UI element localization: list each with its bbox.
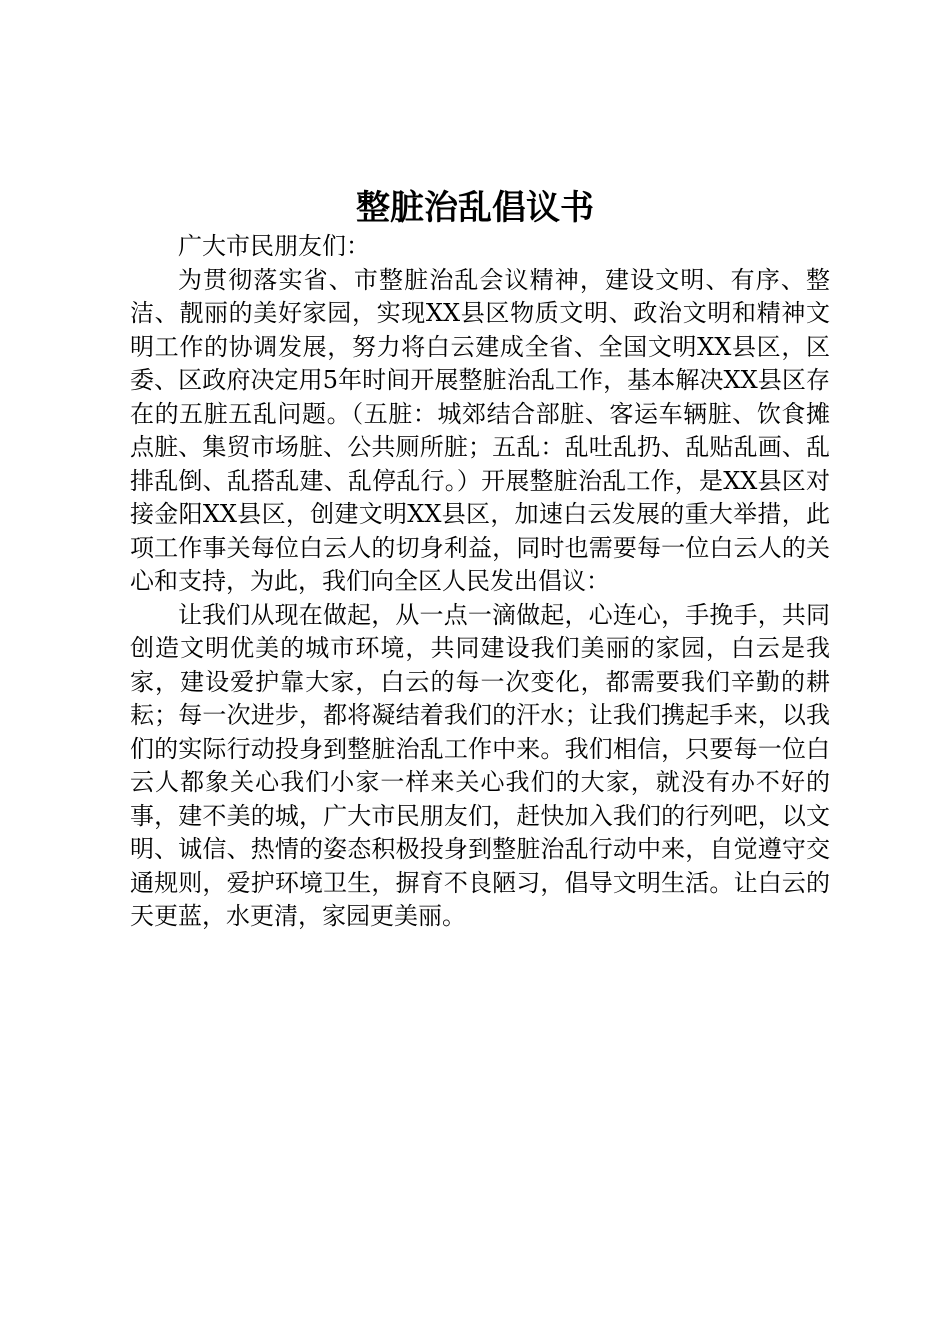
salutation: 广大市民朋友们： <box>178 232 370 260</box>
document-title: 整脏治乱倡议书 <box>356 188 594 228</box>
paragraph-1: 为贯彻落实省、市整脏治乱会议精神，建设文明、有序、整洁、靓丽的美好家园，实现XX县区物质文明、政治文明和精神文明工作的协调发展，努力将白云建成全省、全国文明XX县区，区委、区政府决定用5年时间开展整脏治乱工作，基本解决XX县区存在的五脏五乱问题。（五脏：城郊结合部脏、客运车辆脏、饮食摊点脏、集贸市场脏、公共厕所脏；五乱：乱吐乱扔、乱贴乱画、乱排乱倒、乱搭乱建、乱停乱行。）开展整脏治乱工作，是XX县区对接金阳XX县区，创建文明XX县区，加速白云发展的重大举措，此项工作事关每位白云人的切身利益，同时也需要每一位白云人的关心和支持，为此，我们向全区人民发出倡议： <box>130 265 830 595</box>
paragraph-2: 让我们从现在做起，从一点一滴做起，心连心，手挽手，共同创造文明优美的城市环境，共同建设我们美丽的家园，白云是我家，建设爱护靠大家，白云的每一次变化，都需要我们辛勤的耕耘；每一次进步，都将凝结着我们的汗水；让我们携起手来，以我们的实际行动投身到整脏治乱工作中来。我们相信，只要每一位白云人都象关心我们小家一样来关心我们的大家，就没有办不好的事，建不美的城，广大市民朋友们，赶快加入我们的行列吧，以文明、诚信、热情的姿态积极投身到整脏治乱行动中来，自觉遵守交通规则，爱护环境卫生，摒育不良陋习，倡导文明生活。让白云的天更蓝，水更清，家园更美丽。 <box>130 600 830 930</box>
document-body <box>130 230 830 934</box>
